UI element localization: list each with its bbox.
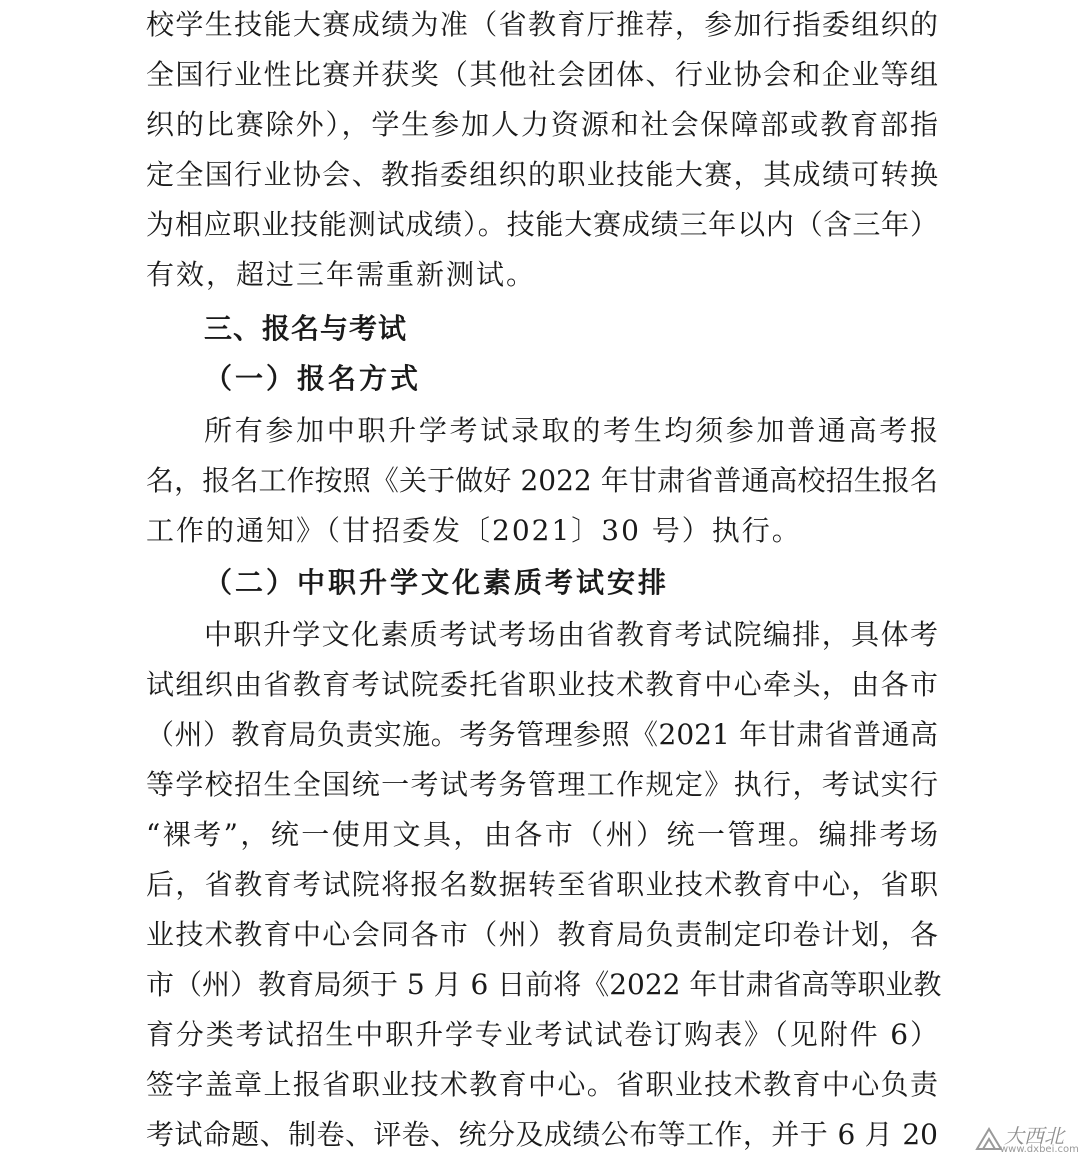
subsection-heading: （一）报名方式 — [204, 362, 422, 395]
paragraph-line: 为相应职业技能测试成绩）。技能大赛成绩三年以内（含三年） — [146, 208, 938, 241]
paragraph-line: 试组织由省教育考试院委托省职业技术教育中心牵头，由各市 — [146, 668, 938, 701]
watermark — [974, 1122, 1079, 1156]
watermark-text: 大西北 — [1004, 1124, 1064, 1148]
paragraph-line: 定全国行业协会、教指委组织的职业技能大赛，其成绩可转换 — [146, 158, 938, 191]
paragraph-line: 校学生技能大赛成绩为准（省教育厅推荐，参加行指委组织的 — [146, 8, 938, 41]
paragraph-line: 签字盖章上报省职业技术教育中心。省职业技术教育中心负责 — [146, 1068, 938, 1101]
paragraph-line: 所有参加中职升学考试录取的考生均须参加普通高考报 — [204, 414, 938, 447]
paragraph-line: 育分类考试招生中职升学专业考试试卷订购表》（见附件 6） — [146, 1018, 938, 1051]
paragraph-line: 工作的通知》（甘招委发〔2021〕30 号）执行。 — [146, 514, 802, 547]
paragraph-line: 中职升学文化素质考试考场由省教育考试院编排，具体考 — [204, 618, 938, 651]
watermark-url: www.dxbei.com — [1000, 1144, 1079, 1155]
paragraph-line: 名，报名工作按照《关于做好 2022 年甘肃省普通高校招生报名 — [146, 464, 938, 497]
paragraph-line: 全国行业性比赛并获奖（其他社会团体、行业协会和企业等组 — [146, 58, 938, 91]
section-heading: 三、报名与考试 — [204, 312, 408, 345]
subsection-heading: （二）中职升学文化素质考试安排 — [204, 566, 670, 599]
paragraph-line: 考试命题、制卷、评卷、统分及成绩公布等工作，并于 6 月 20 — [146, 1118, 938, 1151]
paragraph-line: （州）教育局负责实施。考务管理参照《2021 年甘肃省普通高 — [146, 718, 938, 751]
paragraph-line: 后，省教育考试院将报名数据转至省职业技术教育中心，省职 — [146, 868, 938, 901]
paragraph-line: 等学校招生全国统一考试考务管理工作规定》执行，考试实行 — [146, 768, 938, 801]
paragraph-line: “裸考”，统一使用文具，由各市（州）统一管理。编排考场 — [146, 818, 938, 851]
paragraph-line: 市（州）教育局须于 5 月 6 日前将《2022 年甘肃省高等职业教 — [146, 968, 942, 1001]
paragraph-line: 业技术教育中心会同各市（州）教育局负责制定印卷计划，各 — [146, 918, 938, 951]
paragraph-line: 织的比赛除外），学生参加人力资源和社会保障部或教育部指 — [146, 108, 938, 141]
paragraph-line: 有效，超过三年需重新测试。 — [146, 258, 537, 291]
